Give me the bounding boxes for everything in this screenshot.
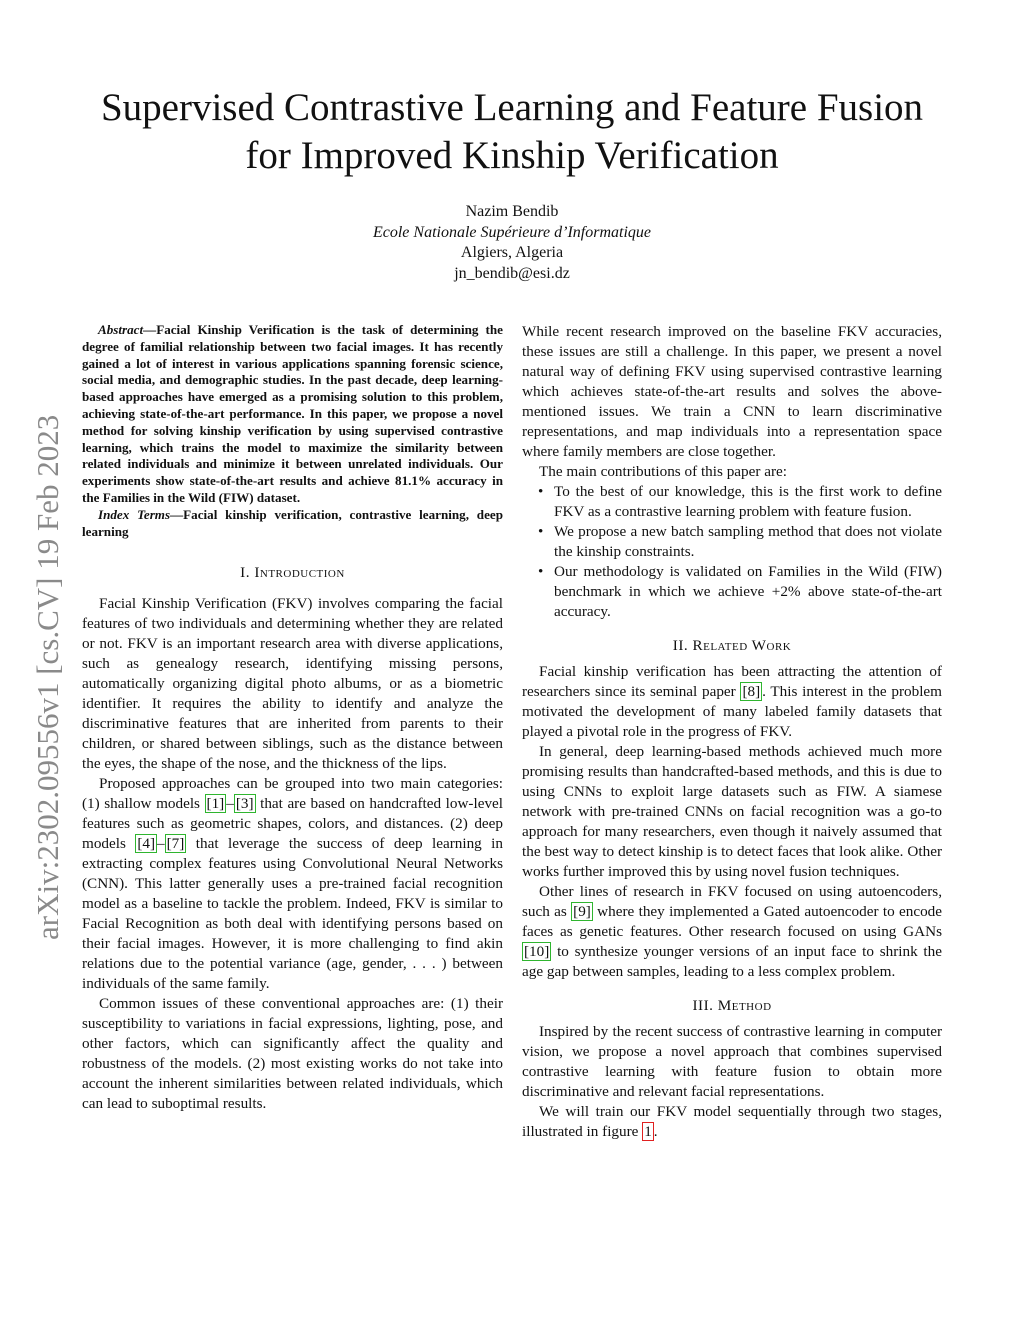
abstract bbox=[82, 322, 503, 507]
paper-title bbox=[40, 84, 984, 180]
abstract-label: Abstract— bbox=[98, 322, 157, 337]
arxiv-stamp: arXiv:2302.09556v1 [cs.CV] 19 Feb 2023 bbox=[30, 414, 65, 940]
related-paragraph-1: Facial kinship verification has been attracting the attention of researchers since its seminal paper [8] . This interest in the problem motivated the development of many labeled family datasets that played a pivotal role in the progress of FKV. bbox=[522, 663, 942, 740]
intro-paragraph-2: Proposed approaches can be grouped into two main categories: (1) shallow models [1] – [3] that are based on handcrafted low-level features such as geometric shapes, colors, and distances. (2) deep models [4] – [7] that leverage the success of deep learning in extracting complex features using Convolutional Neural Networks (CNN). This latter generally uses a pre-trained facial recognition model as a baseline to tackle the problem. Indeed, FKV is similar to Facial Recognition as both deal with identifying persons based on their facial images. However, it is more challenging to find akin relations due to the potential variance (age, gender, . . . ) between individuals of the same family. bbox=[82, 775, 504, 993]
section-heading-method: III. Method bbox=[692, 997, 772, 1014]
abstract-text: Facial Kinship Verification is the task of determining the degree of familial relationship between two facial images. It has recently gained a lot of interest in various applications spanning forensic science, social media, and demographic studies. In the past decade, deep learning-based approaches have emerged as a promising solution to this problem, achieving state-of-the-art performance. In this paper, we propose a novel method for solving kinship verification by using supervised contrastive learning, which trains the model to maximize the similarity between related individuals and minimize it between unrelated individuals. Our experiments show state-of-the-art results and achieve 81.1% accuracy in the Families in the Wild (FIW) dataset. bbox=[82, 322, 503, 505]
citation-link-3[interactable]: [3] bbox=[235, 795, 254, 813]
figure-link-1[interactable]: 1 bbox=[644, 1123, 652, 1140]
title-line-1: Supervised Contrastive Learning and Feature Fusion bbox=[100, 86, 924, 129]
list-item: • Our methodology is validated on Families in the Wild (FIW) benchmark in which we achieve +2% above state-of-the-art accuracy. bbox=[554, 562, 942, 622]
left-column bbox=[82, 322, 503, 1114]
author-affiliation: Ecole Nationale Supérieure d’Informatique bbox=[372, 223, 651, 241]
author-block bbox=[212, 202, 812, 284]
citation-link-1[interactable]: [1] bbox=[206, 795, 225, 813]
citation-link-8[interactable]: [8] bbox=[742, 683, 761, 700]
intro-continued-paragraph: While recent research improved on the baseline FKV accuracies, these issues are still a challenge. In this paper, we present a novel natural way of defining FKV using supervised contrastive learning which achieves state-of-the-art results and solves the above-mentioned issues. We train a CNN to learn discriminative representations, and map individuals into a representation space where family members are close together. bbox=[522, 323, 942, 460]
intro-paragraph-3: Common issues of these conventional approaches are: (1) their susceptibility to variations in facial expressions, lighting, pose, and other factors, which can significantly affect the quality and robustness of the models. (2) most existing works do not take into account the inherent similarities between related individuals, which can lead to suboptimal results. bbox=[82, 995, 503, 1113]
contributions-intro: The main contributions of this paper are: bbox=[539, 463, 787, 480]
related-paragraph-3: Other lines of research in FKV focused on using autoencoders, such as [9] where they implemented a Gated autoencoder to encode faces as genetic features. Other research focused on using GANs [10] to synthesize younger versions of an input face to shrink the age gap between samples, leading to a less complex problem. bbox=[522, 883, 942, 980]
title-line-2: for Improved Kinship Verification bbox=[245, 134, 779, 177]
related-paragraph-2: In general, deep learning-based methods achieved much more promising results than handcrafted-based methods, and this is due to using CNNs to exploit large datasets such as FIW. A siamese network with pre-trained CNNs on facial recognition was a go-to approach for many researchers, even though it naively assumed that the best way to detect kinship is to detect faces that look alike. Other works further improved this by using novel fusion techniques. bbox=[522, 743, 942, 880]
index-terms bbox=[82, 507, 503, 541]
contributions-list bbox=[522, 482, 942, 622]
index-terms-text: Facial kinship verification, contrastive learning, deep learning bbox=[82, 506, 503, 539]
citation-link-7[interactable]: [7] bbox=[166, 835, 185, 853]
list-item: • We propose a new batch sampling method that does not violate the kinship constraints. bbox=[554, 522, 942, 562]
citation-link-4[interactable]: [4] bbox=[137, 835, 156, 853]
method-paragraph-2: We will train our FKV model sequentially through two stages, illustrated in figure 1 . bbox=[522, 1103, 942, 1140]
intro-paragraph-1: Facial Kinship Verification (FKV) involves comparing the facial features of two individuals and determining whether they are related or not. FKV is an important research area with diverse applications, such as genealogy research, identifying missing persons, automatically organizing digital photo albums, or as a biometric identifier. It requires the ability to identify and analyze the discriminative features that are inherited from parents to their children, or shared between siblings, such as the distance between the eyes, the shape of the nose, and the thickness of the lips. bbox=[82, 595, 503, 773]
right-column bbox=[522, 322, 942, 1142]
author-location: Algiers, Algeria bbox=[460, 244, 564, 261]
citation-link-10[interactable]: [10] bbox=[524, 943, 550, 960]
method-paragraph-1: Inspired by the recent success of contrastive learning in computer vision, we propose a novel approach that combines supervised contrastive learning with feature fusion to obtain more discriminative and relevant facial representations. bbox=[522, 1023, 942, 1100]
list-item: • To the best of our knowledge, this is the first work to define FKV as a contrastive learning problem with feature fusion. bbox=[554, 482, 942, 522]
citation-link-9[interactable]: [9] bbox=[573, 903, 591, 920]
section-heading-related-work: II. Related Work bbox=[672, 637, 792, 654]
author-email: jn_bendib@esi.dz bbox=[454, 264, 570, 282]
author-name: Nazim Bendib bbox=[465, 203, 559, 220]
section-heading-introduction: I. Introduction bbox=[240, 564, 345, 582]
index-terms-label: Index Terms— bbox=[98, 506, 184, 522]
